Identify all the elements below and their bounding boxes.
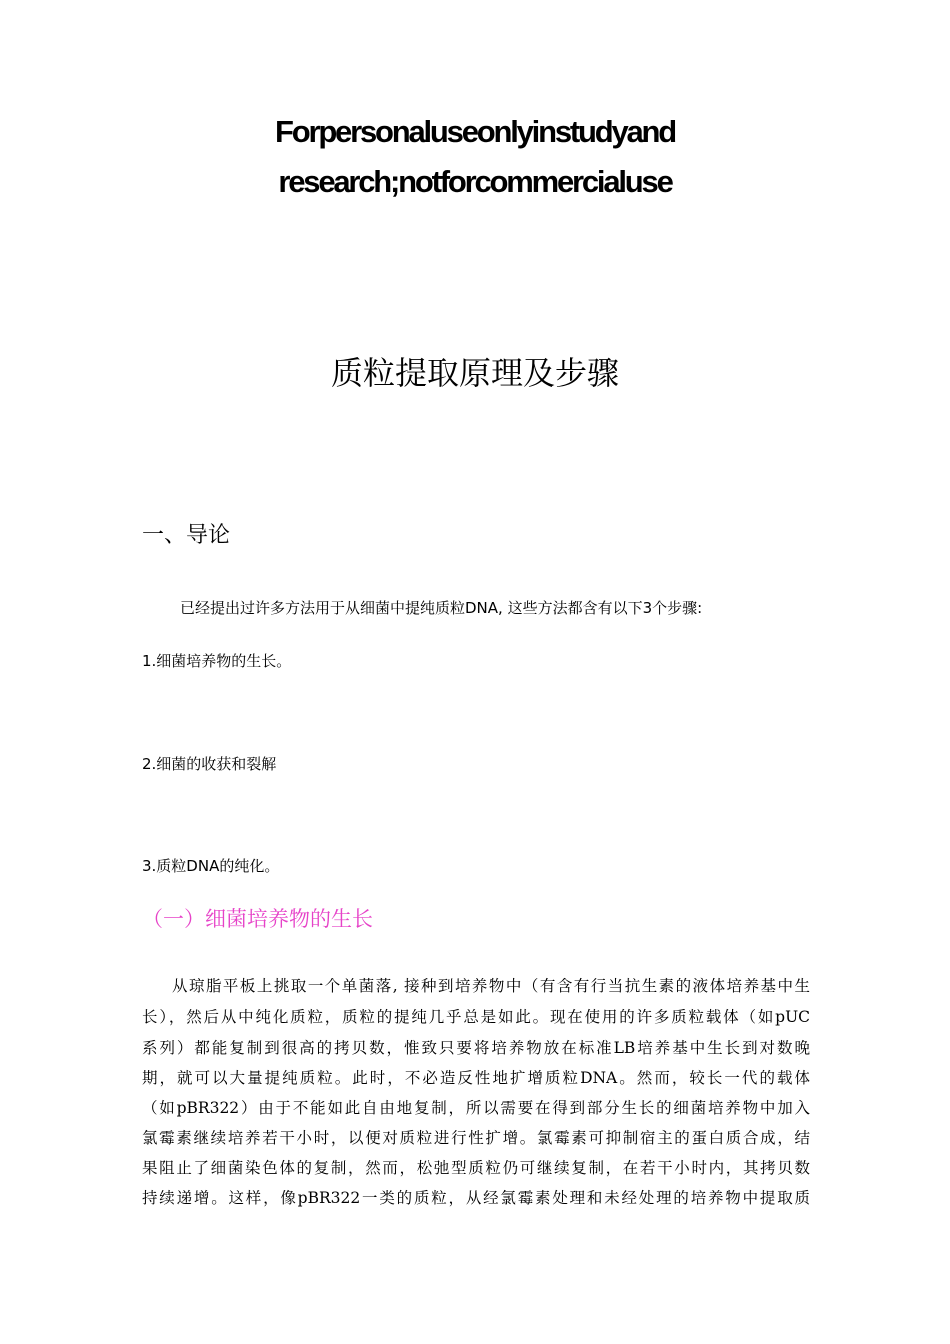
paragraph-line: 从琼脂平板上挑取一个单菌落, 接种到培养物中（有含有行当抗生素的液体培养基中生 — [172, 977, 810, 995]
subsection-heading-culture-growth: （一）细菌培养物的生长 — [142, 907, 373, 931]
intro-paragraph: 已经提出过许多方法用于从细菌中提纯质粒DNA, 这些方法都含有以下3个步骤: — [180, 599, 703, 617]
section-heading-introduction: 一、导论 — [142, 523, 231, 548]
disclaimer-line-2: research;notforcommercialuse — [278, 164, 672, 199]
paragraph-line: 氯霉素继续培养若干小时，以便对质粒进行性扩增。氯霉素可抑制宿主的蛋白质合成，结 — [142, 1129, 810, 1147]
paragraph-line: （如pBR322）由于不能如此自由地复制，所以需要在得到部分生长的细菌培养物中加入 — [142, 1099, 810, 1117]
step-item-1: 1.细菌培养物的生长。 — [142, 652, 292, 670]
paragraph-line: 长），然后从中纯化质粒，质粒的提纯几乎总是如此。现在使用的许多质粒载体（如pUC — [142, 1008, 810, 1026]
document-title: 质粒提取原理及步骤 — [330, 354, 619, 392]
paragraph-line: 系列）都能复制到很高的拷贝数，惟致只要将培养物放在标准LB培养基中生长到对数晚 — [142, 1039, 810, 1057]
paragraph-line: 持续递增。这样，像pBR322一类的质粒，从经氯霉素处理和未经处理的培养物中提取质 — [142, 1189, 810, 1207]
step-item-2: 2.细菌的收获和裂解 — [142, 755, 277, 773]
paragraph-line: 期，就可以大量提纯质粒。此时，不必造反性地扩增质粒DNA。然而，较长一代的载体 — [142, 1069, 810, 1087]
step-item-3: 3.质粒DNA的纯化。 — [142, 857, 280, 875]
disclaimer-line-1: Forpersonaluseonlyinstudyand — [274, 114, 676, 149]
paragraph-line: 果阻止了细菌染色体的复制，然而，松弛型质粒仍可继续复制，在若干小时内，其拷贝数 — [142, 1159, 810, 1177]
